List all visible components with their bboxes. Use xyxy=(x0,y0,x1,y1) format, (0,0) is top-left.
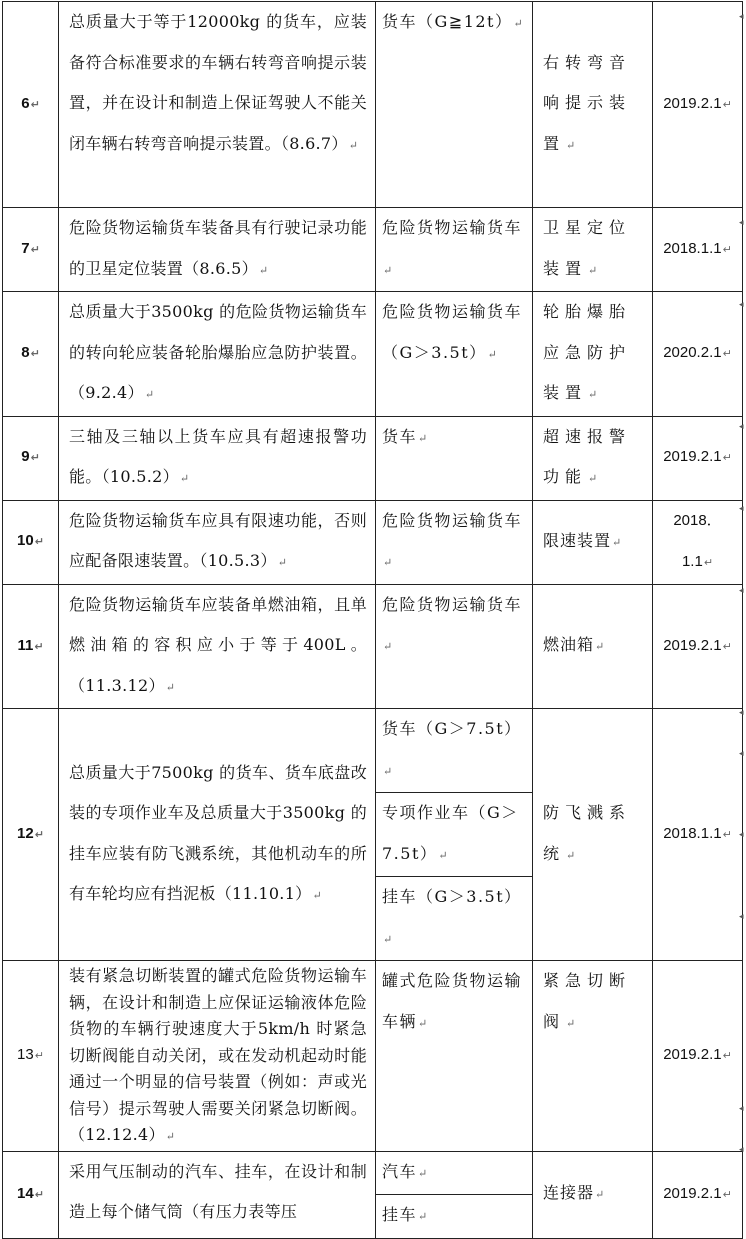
row-number: 13↵ xyxy=(3,961,59,1152)
vehicle-type: 汽车↵ xyxy=(376,1151,533,1195)
vehicle-type: 货车（G≧12t）↵ xyxy=(376,2,533,208)
device-name: 轮胎爆胎应急防护装置↵ xyxy=(533,292,653,417)
table-row xyxy=(3,961,743,1152)
regulation-table xyxy=(2,1,743,1239)
row-end-marker: ◂ xyxy=(739,504,744,514)
requirement-text: 危险货物运输货车应装备单燃油箱，且单燃油箱的容积应小于等于400L。（11.3.12）↵ xyxy=(59,584,376,709)
row-end-marker: ◂ xyxy=(739,12,744,22)
device-name: 紧急切断阀↵ xyxy=(533,961,653,1152)
vehicle-type: 货车（G＞7.5t）↵ xyxy=(376,709,533,793)
row-end-marker: ◂ xyxy=(739,422,744,432)
table-row xyxy=(3,709,743,793)
table-row xyxy=(3,208,743,292)
effective-date: 2018．1.1↵ xyxy=(653,500,743,584)
requirement-text: 总质量大于3500kg 的危险货物运输货车的转向轮应装备轮胎爆胎应急防护装置。（9.2.4）↵ xyxy=(59,292,376,417)
vehicle-type: 货车↵ xyxy=(376,416,533,500)
device-name: 右转弯音响提示装置↵ xyxy=(533,2,653,208)
requirement-text: 装有紧急切断装置的罐式危险货物运输车辆，在设计和制造上应保证运输液体危险货物的车辆行驶速度大于5km/h 时紧急切断阀能自动关闭，或在发动机起动时能通过一个明显的信号装置（例如：声或光信号）提示驾驶人需要关闭紧急切断阀。（12.12.4）↵ xyxy=(59,961,376,1152)
row-number: 7↵ xyxy=(3,208,59,292)
vehicle-type: 危险货物运输货车↵ xyxy=(376,208,533,292)
device-name: 连接器↵ xyxy=(533,1151,653,1238)
table-row xyxy=(3,1151,743,1195)
effective-date: 2018.1.1↵ xyxy=(653,709,743,961)
table-row xyxy=(3,2,743,208)
table-row xyxy=(3,292,743,417)
vehicle-type: 危险货物运输货车（G＞3.5t）↵ xyxy=(376,292,533,417)
effective-date: 2020.2.1↵ xyxy=(653,292,743,417)
requirement-text: 采用气压制动的汽车、挂车，在设计和制造上每个储气筒（有压力表等压 xyxy=(59,1151,376,1238)
device-name: 燃油箱↵ xyxy=(533,584,653,709)
row-number: 6↵ xyxy=(3,2,59,208)
row-number: 9↵ xyxy=(3,416,59,500)
effective-date: 2019.2.1↵ xyxy=(653,1151,743,1238)
effective-date: 2019.2.1↵ xyxy=(653,2,743,208)
row-number: 8↵ xyxy=(3,292,59,417)
device-name: 限速装置↵ xyxy=(533,500,653,584)
device-name: 卫星定位装置↵ xyxy=(533,208,653,292)
row-end-marker: ◂ xyxy=(739,1145,744,1155)
table-row xyxy=(3,584,743,709)
vehicle-type: 挂车↵ xyxy=(376,1195,533,1239)
effective-date: 2019.2.1↵ xyxy=(653,961,743,1152)
requirement-text: 危险货物运输货车应具有限速功能，否则应配备限速装置。（10.5.3）↵ xyxy=(59,500,376,584)
row-number: 10↵ xyxy=(3,500,59,584)
effective-date: 2019.2.1↵ xyxy=(653,584,743,709)
row-end-marker: ◂ xyxy=(739,586,744,596)
effective-date: 2018.1.1↵ xyxy=(653,208,743,292)
row-end-marker: ◂ xyxy=(739,830,744,840)
requirement-text: 总质量大于等于12000kg 的货车，应装备符合标准要求的车辆右转弯音响提示装置，并在设计和制造上保证驾驶人不能关闭车辆右转弯音响提示装置。（8.6.7）↵ xyxy=(59,2,376,208)
effective-date: 2019.2.1↵ xyxy=(653,416,743,500)
vehicle-type: 危险货物运输货车↵ xyxy=(376,584,533,709)
row-number: 14↵ xyxy=(3,1151,59,1238)
requirement-text: 三轴及三轴以上货车应具有超速报警功能。（10.5.2）↵ xyxy=(59,416,376,500)
table-row xyxy=(3,416,743,500)
vehicle-type: 罐式危险货物运输车辆↵ xyxy=(376,961,533,1152)
row-end-marker: ◂ xyxy=(739,1104,744,1114)
vehicle-type: 挂车（G＞3.5t）↵ xyxy=(376,877,533,961)
table-row xyxy=(3,500,743,584)
device-name: 超速报警功能↵ xyxy=(533,416,653,500)
row-end-marker: ◂ xyxy=(739,708,744,718)
row-end-marker: ◂ xyxy=(739,218,744,228)
row-end-marker: ◂ xyxy=(739,749,744,759)
vehicle-type: 危险货物运输货车↵ xyxy=(376,500,533,584)
requirement-text: 总质量大于7500kg 的货车、货车底盘改装的专项作业车及总质量大于3500kg 的挂车应装有防飞溅系统，其他机动车的所有车轮均应有挡泥板（11.10.1）↵ xyxy=(59,709,376,961)
device-name: 防飞溅系统↵ xyxy=(533,709,653,961)
row-number: 12↵ xyxy=(3,709,59,961)
vehicle-type: 专项作业车（G＞7.5t）↵ xyxy=(376,793,533,877)
row-end-marker: ◂ xyxy=(739,912,744,922)
row-end-marker: ◂ xyxy=(739,300,744,310)
requirement-text: 危险货物运输货车装备具有行驶记录功能的卫星定位装置（8.6.5）↵ xyxy=(59,208,376,292)
row-number: 11↵ xyxy=(3,584,59,709)
